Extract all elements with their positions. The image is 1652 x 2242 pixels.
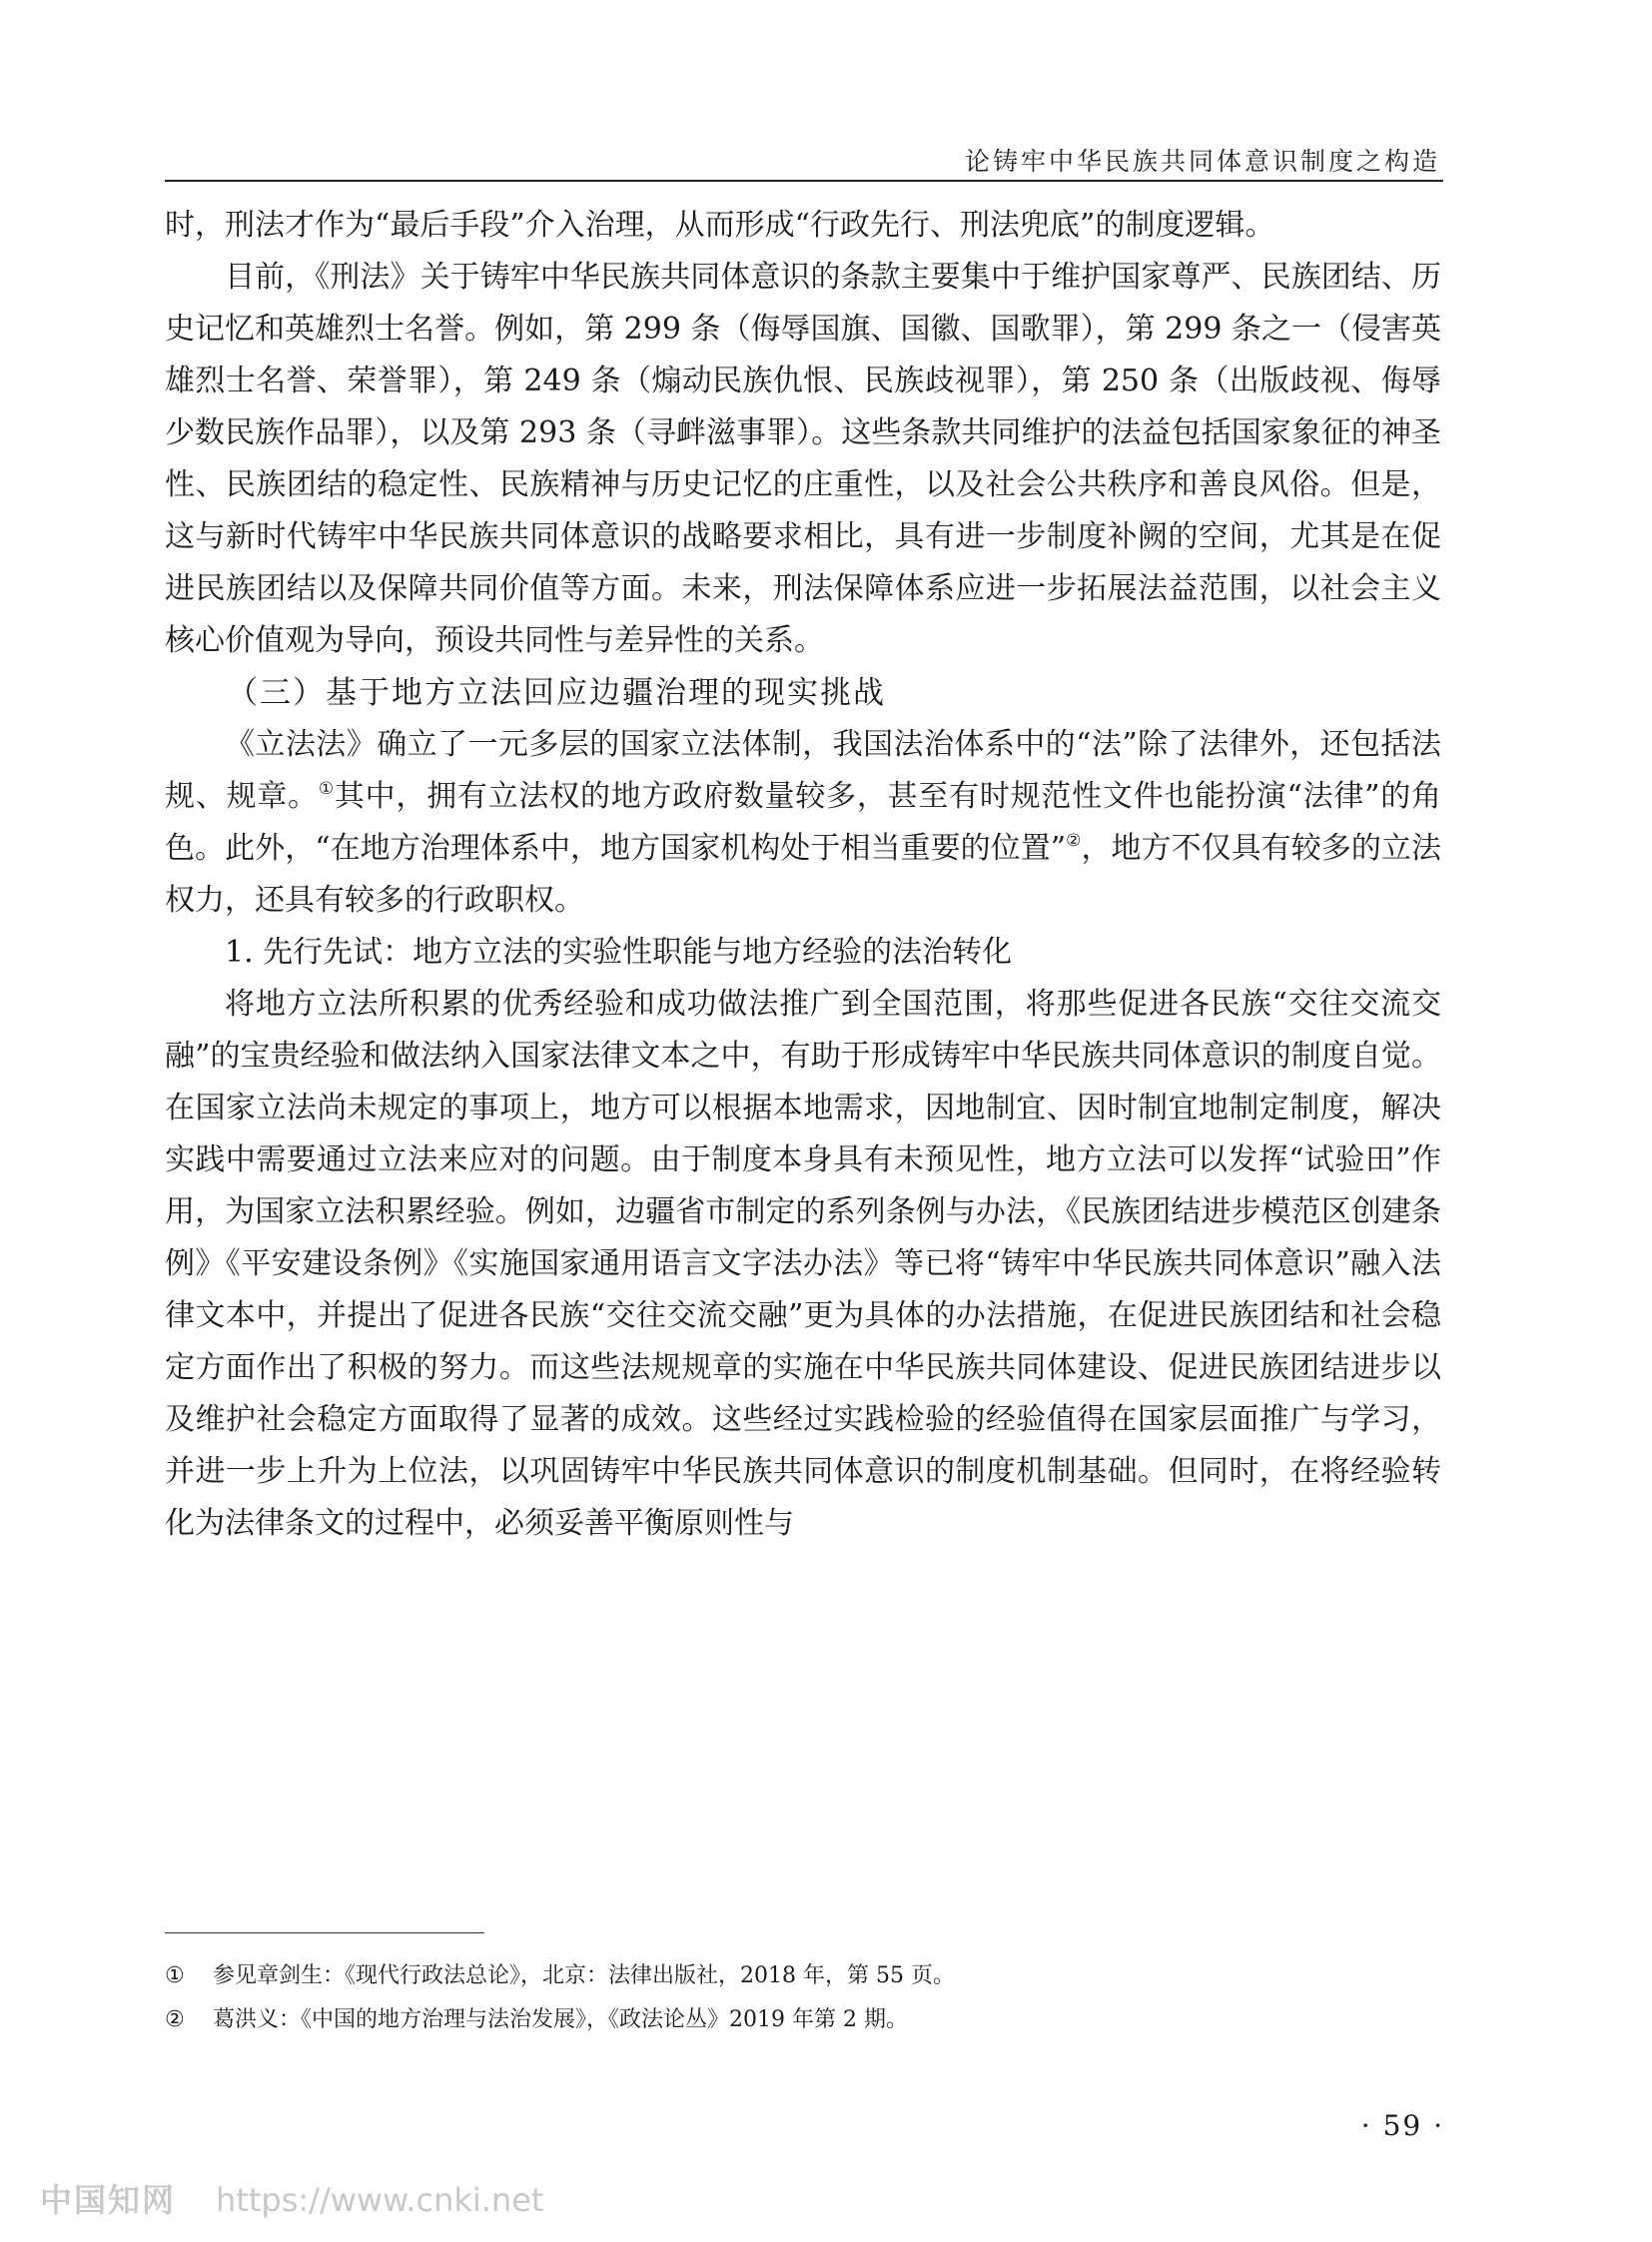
footnote-mark: ①	[165, 1963, 185, 1988]
footnotes	[165, 1954, 1441, 2042]
footnote-ref-2[interactable]: ②	[1066, 831, 1082, 851]
watermark-url[interactable]: https://www.cnki.net	[216, 2181, 544, 2219]
running-head: 论铸牢中华民族共同体意识制度之构造	[964, 147, 1440, 176]
footnote-item	[165, 1998, 1441, 2042]
paragraph-continuation: 时，刑法才作为“最后手段”介入治理，从而形成“行政先行、刑法兜底”的制度逻辑。	[165, 208, 1275, 243]
paragraph-criminal-law: 目前，《刑法》关于铸牢中华民族共同体意识的条款主要集中于维护国家尊严、民族团结、历史记忆和英雄烈士名誉。例如，第 299 条（侮辱国旗、国徽、国歌罪），第 299 条之一（侵害英雄烈士名誉、荣誉罪），第 249 条（煽动民族仇恨、民族歧视罪），第 250 条（出版歧视、侮辱少数民族作品罪），以及第 293 条（寻衅滋事罪）。这些条款共同维护的法益包括国家象征的神圣性、民族团结的稳定性、民族精神与历史记忆的庄重性，以及社会公共秩序和善良风俗。但是，这与新时代铸牢中华民族共同体意识的战略要求相比，具有进一步制度补阙的空间，尤其是在促进民族团结以及保障共同价值等方面。未来，刑法保障体系应进一步拓展法益范围，以社会主义核心价值观为导向，预设共同性与差异性的关系。	[165, 260, 1441, 658]
paragraph-legislation-law	[165, 719, 1441, 927]
watermark-brand: 中国知网	[40, 2181, 177, 2219]
footnote-ref-1[interactable]: ①	[318, 779, 335, 799]
body-text	[165, 200, 1441, 1550]
header-rule	[165, 180, 1443, 182]
watermark	[40, 2175, 543, 2221]
paragraph-text-part2: 其中，拥有立法权的地方政府数量较多，甚至有时规范性文件也能扮演“法律”的角色。此外，“在地方治理体系中，地方国家机构处于相当重要的位置”	[165, 779, 1441, 866]
paragraph-text-part1: 《立法法》确立了一元多层的国家立法体制，我国法治体系中的“法”除了法律外，还包括法规、规章。	[165, 727, 1441, 814]
paragraph-text-part3: ，地方不仅具有较多的立法权力，还具有较多的行政职权。	[165, 831, 1441, 918]
section-heading: （三）基于地方立法回应边疆治理的现实挑战	[227, 675, 886, 711]
page-number: · 59 ·	[1360, 2109, 1444, 2142]
footnote-mark: ②	[165, 2007, 185, 2032]
footnote-text: 葛洪义：《中国的地方治理与法治发展》，《政法论丛》2019 年第 2 期。	[213, 2007, 908, 2032]
footnote-rule	[165, 1932, 484, 1933]
subsection-heading: 1. 先行先试：地方立法的实验性职能与地方经验的法治转化	[225, 935, 1013, 970]
paragraph-local-legislation: 将地方立法所积累的优秀经验和成功做法推广到全国范围，将那些促进各民族“交往交流交融”的宝贵经验和做法纳入国家法律文本之中，有助于形成铸牢中华民族共同体意识的制度自觉。在国家立法尚未规定的事项上，地方可以根据本地需求，因地制宜、因时制宜地制定制度，解决实践中需要通过立法来应对的问题。由于制度本身具有未预见性，地方立法可以发挥“试验田”作用，为国家立法积累经验。例如，边疆省市制定的系列条例与办法，《民族团结进步模范区创建条例》《平安建设条例》《实施国家通用语言文字法办法》等已将“铸牢中华民族共同体意识”融入法律文本中，并提出了促进各民族“交往交流交融”更为具体的办法措施，在促进民族团结和社会稳定方面作出了积极的努力。而这些法规规章的实施在中华民族共同体建设、促进民族团结进步以及维护社会稳定方面取得了显著的成效。这些经过实践检验的经验值得在国家层面推广与学习，并进一步上升为上位法，以巩固铸牢中华民族共同体意识的制度机制基础。但同时，在将经验转化为法律条文的过程中，必须妥善平衡原则性与	[165, 987, 1441, 1541]
footnote-item	[165, 1954, 1441, 1998]
footnote-text: 参见章剑生：《现代行政法总论》，北京：法律出版社，2018 年，第 55 页。	[213, 1963, 955, 1988]
